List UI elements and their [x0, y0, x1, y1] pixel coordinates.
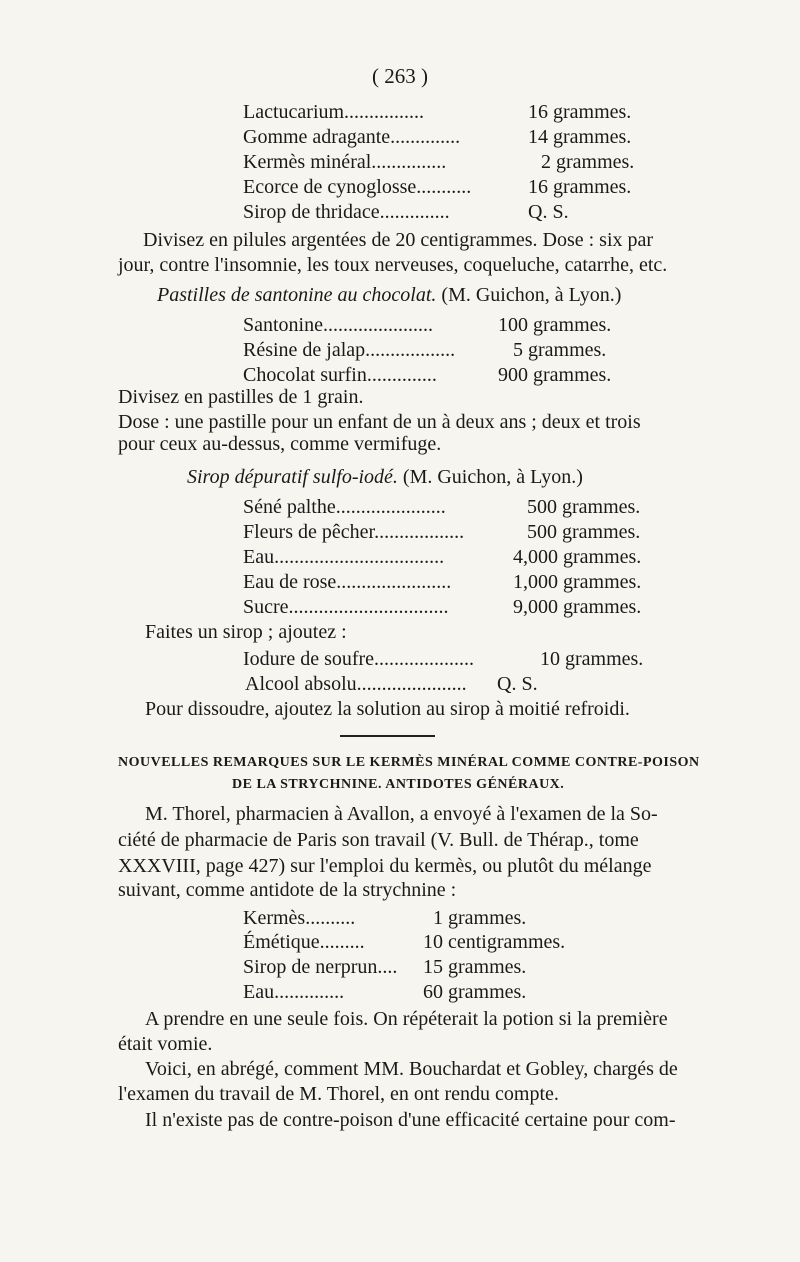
ingredient-qty: 5 grammes. — [513, 339, 607, 361]
recipe-instructions: jour, contre l'insomnie, les toux nerveuses, coqueluche, catarrhe, etc. — [118, 254, 668, 276]
ingredient-row — [243, 338, 607, 362]
ingredient-name: Eau.................................. — [243, 546, 445, 568]
paragraph-line: Il n'existe pas de contre-poison d'une efficacité certaine pour com- — [145, 1109, 676, 1131]
paragraph-line: ciété de pharmacie de Paris son travail (V. Bull. de Thérap., tome — [118, 829, 639, 851]
section-heading: NOUVELLES REMARQUES SUR LE KERMÈS MINÉRAL COMME CONTRE-POISON — [118, 755, 700, 770]
ingredient-row — [243, 150, 635, 174]
ingredient-name: Santonine...................... — [243, 314, 433, 336]
paragraph-line: suivant, comme antidote de la strychnine : — [118, 879, 457, 901]
ingredient-row — [243, 647, 644, 671]
ingredient-qty: Q. S. — [528, 201, 569, 223]
ingredient-name: Émétique......... — [243, 931, 365, 953]
ingredient-qty: 10 grammes. — [540, 648, 644, 670]
ingredient-name: Sirop de nerprun.... — [243, 956, 398, 978]
recipe-text: Divisez en pastilles de 1 grain. — [118, 386, 364, 408]
ingredient-qty: 10 centigrammes. — [423, 931, 566, 953]
ingredient-name: Gomme adragante.............. — [243, 126, 461, 148]
section-heading: DE LA STRYCHNINE. ANTIDOTES GÉNÉRAUX. — [232, 777, 565, 792]
ingredient-qty: 1,000 grammes. — [513, 571, 642, 593]
recipe-text: Pour dissoudre, ajoutez la solution au sirop à moitié refroidi. — [145, 698, 630, 720]
ingredient-name: Eau de rose....................... — [243, 571, 452, 593]
ingredient-qty: 500 grammes. — [527, 521, 641, 543]
recipe-author: (M. Guichon, à Lyon.) — [402, 466, 583, 488]
ingredient-qty: Q. S. — [497, 673, 538, 695]
ingredient-qty: 14 grammes. — [528, 126, 632, 148]
ingredient-qty: 1 grammes. — [433, 907, 527, 929]
ingredient-name: Kermès minéral............... — [243, 151, 447, 173]
section-divider — [340, 735, 435, 737]
ingredient-name: Lactucarium................ — [243, 101, 425, 123]
ingredient-name: Sucre................................ — [243, 596, 449, 618]
ingredient-name: Sirop de thridace.............. — [243, 201, 450, 223]
paragraph-line: A prendre en une seule fois. On répéterait la potion si la première — [145, 1008, 668, 1030]
ingredient-row — [243, 175, 632, 199]
ingredient-row — [243, 930, 566, 954]
ingredient-row — [243, 363, 612, 387]
ingredient-qty: 100 grammes. — [498, 314, 612, 336]
ingredient-row — [243, 545, 642, 569]
ingredient-name: Kermès.......... — [243, 907, 356, 929]
recipe-author: (M. Guichon, à Lyon.) — [441, 284, 622, 306]
ingredient-qty: 16 grammes. — [528, 101, 632, 123]
recipe-title: Sirop dépuratif sulfo-iodé. — [187, 466, 398, 488]
recipe-title: Pastilles de santonine au chocolat. — [157, 284, 437, 306]
recipe-instructions: Divisez en pilules argentées de 20 centigrammes. Dose : six par — [143, 229, 654, 251]
ingredient-row — [243, 100, 632, 124]
ingredient-row — [243, 570, 642, 594]
paragraph-line: était vomie. — [118, 1033, 213, 1055]
ingredient-name: Fleurs de pêcher.................. — [243, 521, 465, 543]
ingredient-row — [243, 125, 632, 149]
ingredient-qty: 15 grammes. — [423, 956, 527, 978]
ingredient-qty: 4,000 grammes. — [513, 546, 642, 568]
ingredient-name: Alcool absolu...................... — [245, 673, 467, 695]
ingredient-name: Résine de jalap.................. — [243, 339, 456, 361]
ingredient-name: Ecorce de cynoglosse........... — [243, 176, 472, 198]
ingredient-row — [243, 980, 527, 1004]
recipe-text: Dose : une pastille pour un enfant de un à deux ans ; deux et trois — [118, 411, 641, 433]
recipe-heading — [187, 465, 583, 489]
paragraph-line: XXXVIII, page 427) sur l'emploi du kermès, ou plutôt du mélange — [118, 855, 652, 877]
ingredient-qty: 500 grammes. — [527, 496, 641, 518]
ingredient-qty: 16 grammes. — [528, 176, 632, 198]
recipe-heading — [157, 283, 621, 307]
ingredient-row — [243, 520, 641, 544]
ingredient-row — [243, 495, 641, 519]
paragraph-line: Voici, en abrégé, comment MM. Bouchardat et Gobley, chargés de — [145, 1058, 678, 1080]
ingredient-qty: 2 grammes. — [541, 151, 635, 173]
ingredient-name: Eau.............. — [243, 981, 345, 1003]
ingredient-row — [243, 906, 527, 930]
ingredient-row — [245, 672, 538, 696]
ingredient-name: Iodure de soufre.................... — [243, 648, 475, 670]
ingredient-name: Chocolat surfin.............. — [243, 364, 437, 386]
recipe-text: pour ceux au-dessus, comme vermifuge. — [118, 433, 442, 455]
ingredient-name: Séné palthe...................... — [243, 496, 446, 518]
paragraph-line: l'examen du travail de M. Thorel, en ont rendu compte. — [118, 1083, 559, 1105]
paragraph-line: M. Thorel, pharmacien à Avallon, a envoyé à l'examen de la So- — [145, 803, 658, 825]
ingredient-row — [243, 200, 569, 224]
page-number: ( 263 ) — [372, 64, 428, 88]
ingredient-qty: 9,000 grammes. — [513, 596, 642, 618]
ingredient-qty: 60 grammes. — [423, 981, 527, 1003]
recipe-text: Faites un sirop ; ajoutez : — [145, 621, 347, 643]
ingredient-row — [243, 955, 527, 979]
ingredient-qty: 900 grammes. — [498, 364, 612, 386]
ingredient-row — [243, 313, 612, 337]
ingredient-row — [243, 595, 642, 619]
